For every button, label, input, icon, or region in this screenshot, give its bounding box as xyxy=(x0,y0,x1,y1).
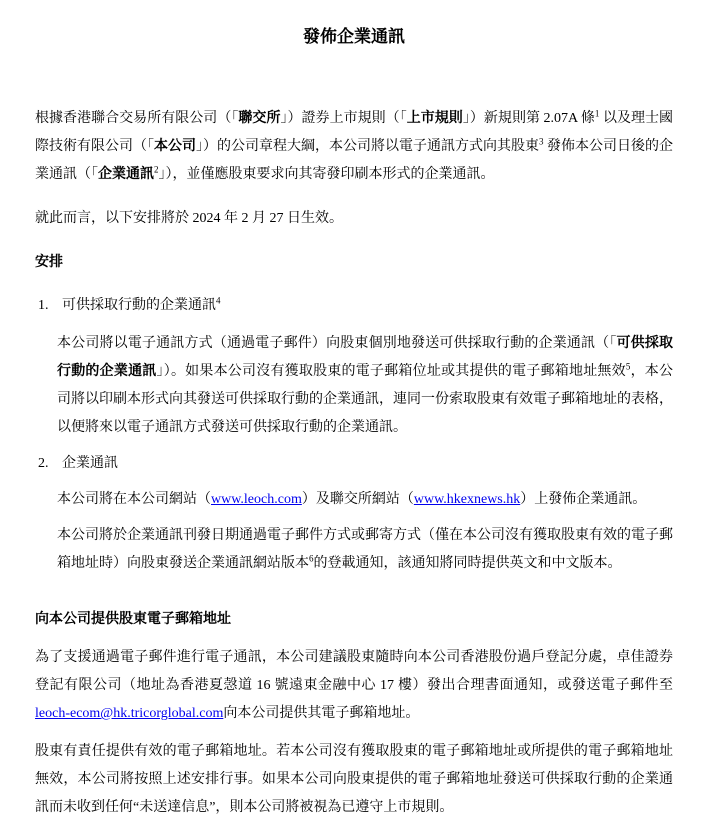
list-item-1-heading xyxy=(35,292,673,320)
list-item-1-body xyxy=(57,330,673,442)
hkex-website-link[interactable]: www.hkexnews.hk xyxy=(413,492,521,507)
text-segment: 的登載通知，該通知將同時提供英文和中文版本。 xyxy=(313,556,622,571)
text-segment: 發佈本公司日後的企業通訊（「 xyxy=(35,139,673,182)
text-segment: 」）的公司章程大綱，本公司將以電子通訊方式向其股東 xyxy=(196,139,539,154)
text-segment: 本公司將在本公司網站（ xyxy=(57,492,211,507)
footnote-ref-4: 4 xyxy=(216,295,221,306)
list-item-2-paragraph-2 xyxy=(57,522,673,578)
text-segment: ）及聯交所網站（ xyxy=(301,492,414,507)
footnote-ref-2: 2 xyxy=(154,164,159,175)
defined-term-company: 本公司 xyxy=(154,139,196,154)
list-item-1-title xyxy=(62,292,221,320)
list-item-2-number: 2. xyxy=(38,456,49,471)
footnote-ref-1: 1 xyxy=(594,108,600,119)
text-segment: 可供採取行動的企業通訊 xyxy=(62,298,216,313)
defined-term-actionable-corporate-communications: 可供採取行動的企業通訊 xyxy=(57,336,674,379)
provide-email-heading: 向本公司提供股東電子郵箱地址 xyxy=(35,612,231,627)
company-website-link[interactable]: www.leoch.com xyxy=(211,492,302,507)
intro-paragraph xyxy=(35,105,673,189)
defined-term-stock-exchange: 聯交所 xyxy=(238,111,281,126)
text-segment: 本公司將以電子通訊方式（通過電子郵件）向股東個別地發送可供採取行動的企業通訊（「 xyxy=(57,336,617,351)
provide-email-paragraph-2: 股東有責任提供有效的電子郵箱地址。若本公司沒有獲取股東的電子郵箱地址或所提供的電子郵箱地址無效，本公司將按照上述安排行事。如果本公司向股東提供的電子郵箱地址發送可供採取行動的企業通訊而未收到任何“未送達信息”，則本公司將被視為已遵守上市規則。 xyxy=(35,744,673,815)
page-title: 發佈企業通訊 xyxy=(303,27,405,46)
text-segment: 向本公司提供其電子郵箱地址。 xyxy=(223,706,420,721)
footnote-ref-5: 5 xyxy=(625,361,631,372)
text-segment: 為了支援通過電子郵件進行電子通訊，本公司建議股東隨時向本公司香港股份過戶登記分處，卓佳證券登記有限公司（地址為香港夏愨道 16 號遠東金融中心 17 樓）發出合理書面通知，或發送電子郵件至 xyxy=(35,650,673,693)
text-segment: 」）證券上市規則（「 xyxy=(280,111,407,126)
text-segment: 以及理士國際技術有限公司（「 xyxy=(35,111,674,154)
effective-date-paragraph: 就此而言，以下安排將於 2024 年 2 月 27 日生效。 xyxy=(35,211,343,226)
arrangements-heading: 安排 xyxy=(35,255,63,270)
text-segment: 本公司將於企業通訊刊發日期通過電子郵件方式或郵寄方式（僅在本公司沒有獲取股東有效的電子郵箱地址時）向股東發送企業通訊網站版本 xyxy=(57,528,673,571)
defined-term-corporate-communications: 企業通訊 xyxy=(98,167,154,182)
provide-email-paragraph-1 xyxy=(35,644,673,728)
text-segment: 根據香港聯合交易所有限公司（「 xyxy=(35,111,239,126)
text-segment: 」）。如果本公司沒有獲取股東的電子郵箱位址或其提供的電子郵箱地址無效 xyxy=(156,364,626,379)
footnote-ref-3: 3 xyxy=(539,136,544,147)
list-item-2-title: 企業通訊 xyxy=(62,456,118,471)
defined-term-listing-rules: 上市規則 xyxy=(406,111,463,126)
list-item-1-number: 1. xyxy=(38,298,49,313)
text-segment: ，本公司將以印刷本形式向其發送可供採取行動的企業通訊，連同一份索取股東有效電子郵箱地址的表格，以便將來以電子通訊方式發送可供採取行動的企業通訊。 xyxy=(57,364,674,435)
text-segment: 」）新規則第 2.07A 條 xyxy=(462,111,595,126)
list-item-2-heading xyxy=(35,450,673,478)
text-segment: 」），並僅應股東要求向其寄發印刷本形式的企業通訊。 xyxy=(158,167,495,182)
list-item-2-paragraph-1 xyxy=(57,486,673,514)
registrar-email-link[interactable]: leoch-ecom@hk.tricorglobal.com xyxy=(35,706,224,721)
footnote-ref-6: 6 xyxy=(309,553,314,564)
text-segment: ）上發佈企業通訊。 xyxy=(520,492,647,507)
